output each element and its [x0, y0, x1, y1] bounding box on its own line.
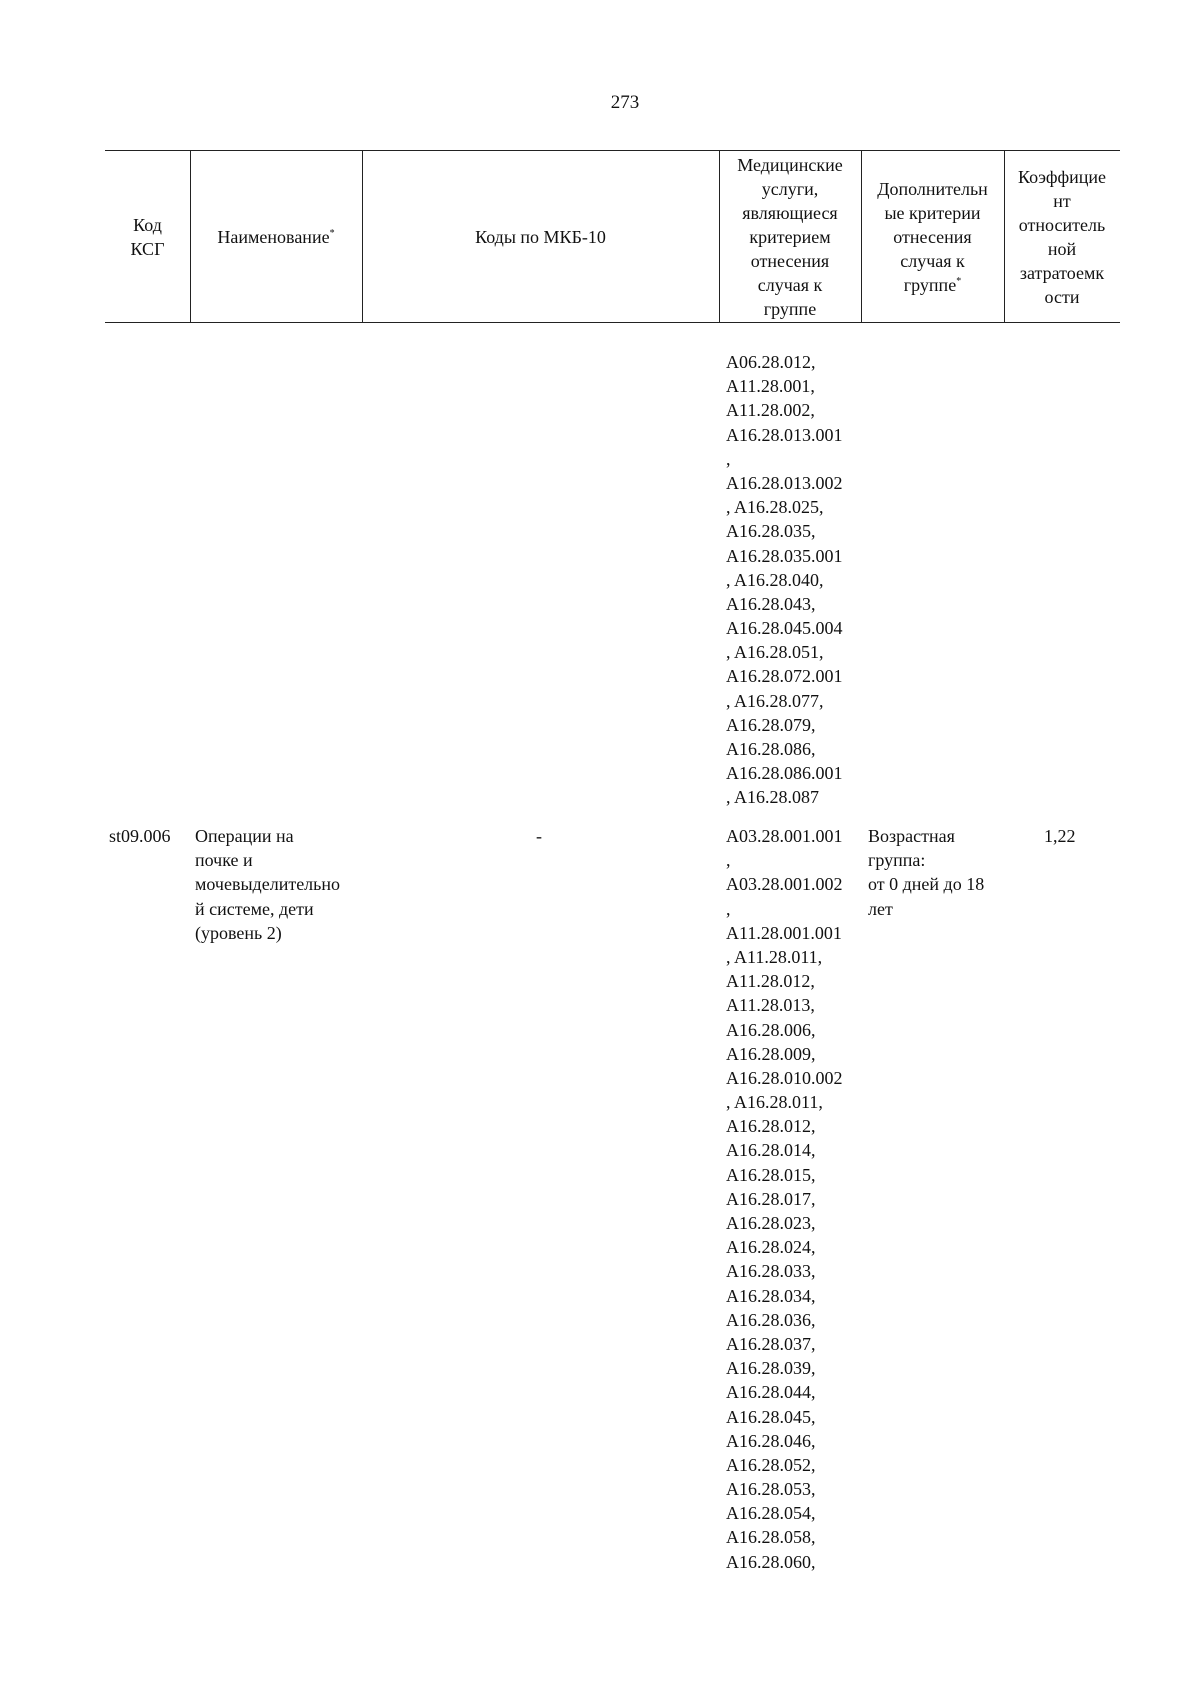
- row-mkb: -: [536, 826, 542, 846]
- continued-services-list: A06.28.012, A11.28.001, A11.28.002, A16.28.013.001 , A16.28.013.002 , A16.28.025, A16.28.035, A16.28.035.001 , A16.28.040, A16.28.043, A16.28.045.004 , A16.28.051, A16.28.072.001 , A16.28.077, A16.28.079, A16.28.086, A16.28.086.001 , A16.28.087: [726, 352, 843, 808]
- header-services: Медицинские услуги, являющиеся критерием отнесения случая к группе: [737, 155, 843, 319]
- header-coefficient: Коэффицие нт относитель ной затратоемк ости: [1017, 167, 1107, 307]
- header-mkb: Коды по МКБ-10: [475, 227, 606, 247]
- row-code: st09.006: [109, 826, 171, 846]
- header-name: Наименование*: [217, 227, 335, 247]
- header-code: Код КСГ: [130, 215, 165, 259]
- header-extra-criteria: Дополнительн ые критерии отнесения случая к группе*: [877, 179, 988, 295]
- table-top-rule: [105, 150, 1120, 151]
- page-number: 273: [610, 92, 640, 113]
- row-coefficient: 1,22: [1044, 826, 1076, 846]
- row-name: Операции на почке и мочевыделительно й системе, дети (уровень 2): [195, 826, 341, 943]
- row-services-list: A03.28.001.001 , A03.28.001.002 , A11.28.001.001 , A11.28.011, A11.28.012, A11.28.013, A16.28.006, A16.28.009, A16.28.010.002 , A16.28.011, A16.28.012, A16.28.014, A16.28.015, A16.28.017, A16.28.023, A16.28.024, A16.28.033, A16.28.034, A16.28.036, A16.28.037, A16.28.039, A16.28.044, A16.28.045, A16.28.046, A16.28.052, A16.28.053, A16.28.054, A16.28.058, A16.28.060,: [726, 826, 843, 1572]
- row-extra-criteria: Возрастная группа: от 0 дней до 18 лет: [868, 826, 985, 919]
- table-header-bottom-rule: [105, 322, 1120, 323]
